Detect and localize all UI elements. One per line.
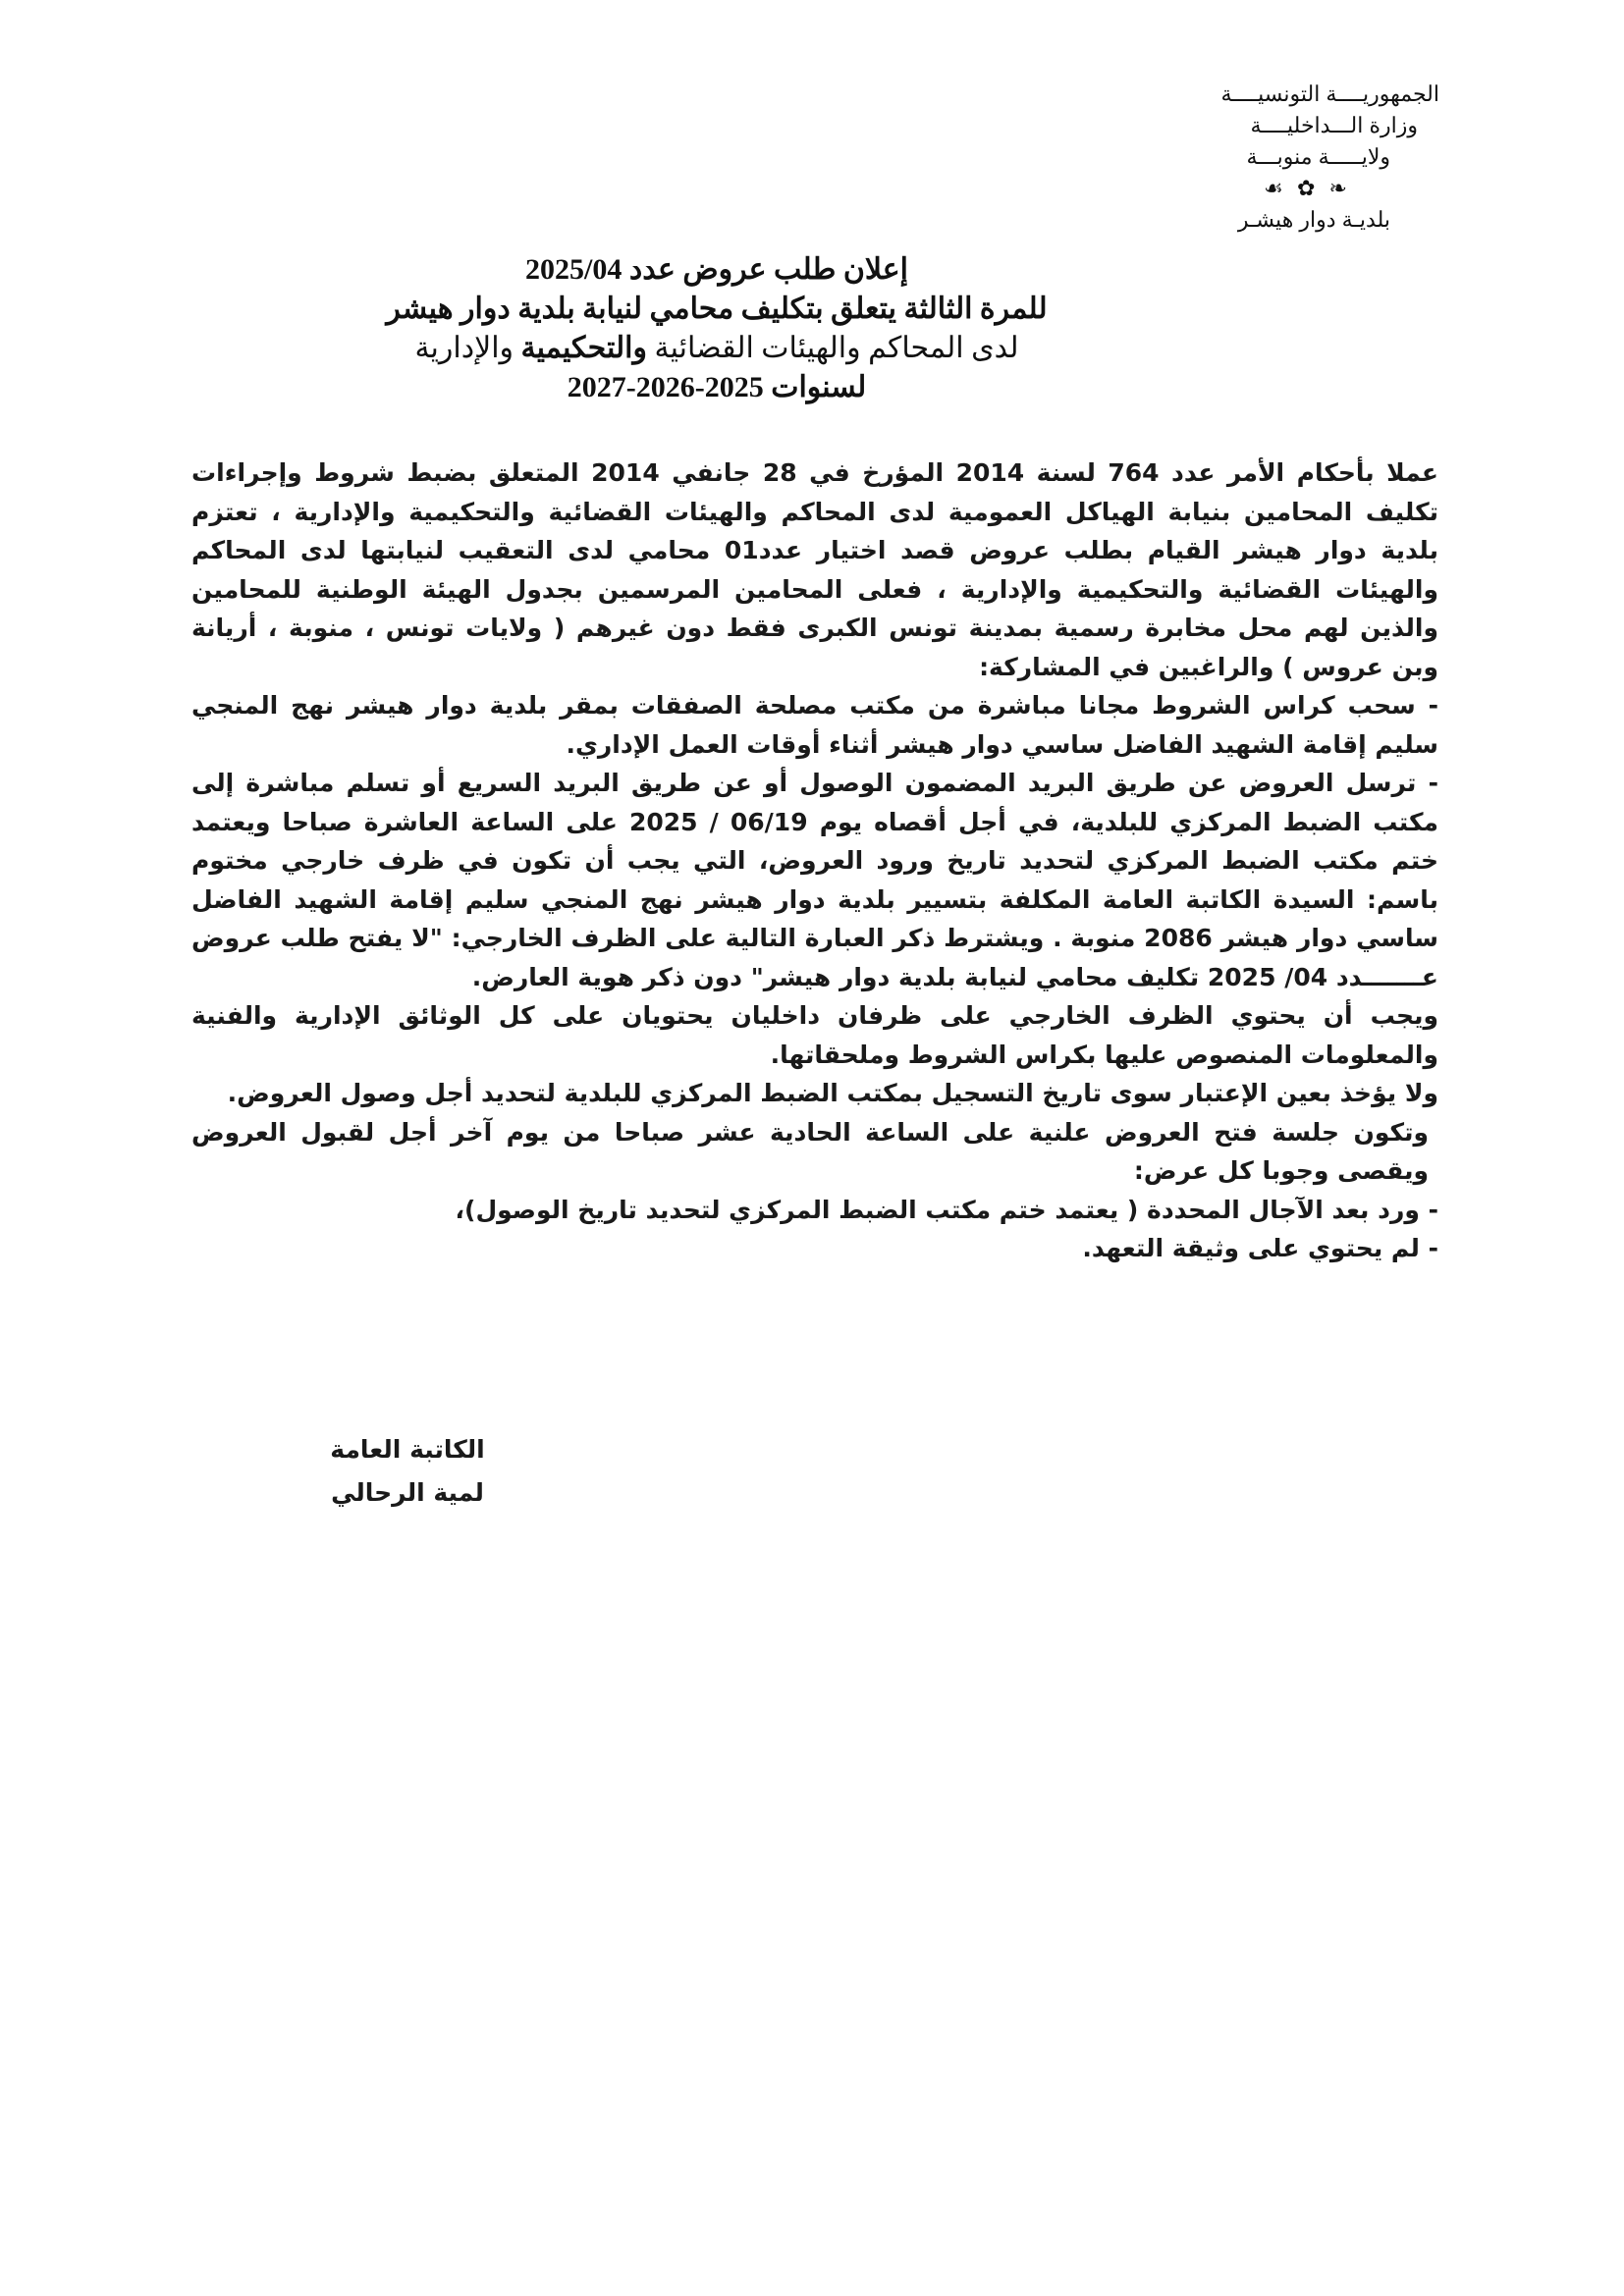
signature-block xyxy=(260,1428,555,1515)
title-line-1: إعلان طلب عروض عدد 2025/04 xyxy=(525,253,908,286)
title-line-4: لسنوات 2025-2026-2027 xyxy=(567,371,867,403)
title-line-2: للمرة الثالثة يتعلق بتكليف محامي لنيابة بلدية دوار هيشر xyxy=(386,293,1048,325)
ornament-icon: ❧ ✿ ☙ xyxy=(1264,176,1351,200)
body-paragraph-intro: عملا بأحكام الأمر عدد 764 لسنة 2014 المؤرخ في 28 جانفي 2014 المتعلق بضبط شروط وإجراءات تكليف المحامين بنيابة الهياكل العمومية لدى المحاكم والهيئات القضائية والتحكيمية والإدارية ، تعتزم بلدية دوار هيشر القيام بطلب عروض قصد اختيار عدد01 محامي لدى التعقيب لنيابتها لدى المحاكم والهيئات القضائية والتحكيمية والإدارية ، فعلى المحامين المرسمين بجدول الهيئة الوطنية للمحامين والذين لهم محل مخابرة رسمية بمدينة تونس الكبرى فقط دون غيرهم ( ولايات تونس ، منوبة ، أريانة وبن عروس ) والراغبين في المشاركة: xyxy=(191,458,1438,681)
title-line-3-start: لدى المحاكم والهيئات القضائية xyxy=(647,332,1019,364)
body-paragraph-exclusion-2: - لم يحتوي على وثيقة التعهد. xyxy=(1082,1234,1438,1262)
body-paragraph-envelope: ويجب أن يحتوي الظرف الخارجي على ظرفان داخليان يحتويان على كل الوثائق الإدارية والفنية والمعلومات المنصوص عليها بكراس الشروط وملحقاتها. xyxy=(191,1001,1438,1069)
body-paragraph-withdraw: - سحب كراس الشروط مجانا مباشرة من مكتب مصلحة الصفقات بمقر بلدية دوار هيشر نهج المنجي سليم إقامة الشهيد الفاضل ساسي دوار هيشر أثناء أوقات العمل الإداري. xyxy=(191,691,1438,759)
republic-name: الجمهوريــــة التونسيــــة xyxy=(1220,81,1439,106)
ministry-name: وزارة الـــداخليــــة xyxy=(1250,113,1418,137)
title-line-3-bold: والتحكيمية xyxy=(520,332,647,364)
announcement-body xyxy=(191,454,1438,1268)
signatory-role: الكاتبة العامة xyxy=(330,1435,485,1464)
body-paragraph-submission: - ترسل العروض عن طريق البريد المضمون الوصول أو عن طريق البريد السريع أو تسلم مباشرة إلى مكتب الضبط المركزي للبلدية، في أجل أقصاه يوم 06/19 / 2025 على الساعة العاشرة صباحا ويعتمد ختم مكتب الضبط المركزي لتحديد تاريخ ورود العروض، التي يجب أن تكون في ظرف خارجي مختوم باسم: السيدة الكاتبة العامة المكلفة بتسيير بلدية دوار هيشر نهج المنجي سليم إقامة الشهيد الفاضل ساسي دوار هيشر 2086 منوبة . ويشترط ذكر العبارة التالية على الظرف الخارجي: "لا يفتح طلب عروض عـــــــدد 04/ 2025 تكليف محامي لنيابة بلدية دوار هيشر" دون ذكر هوية العارض. xyxy=(191,769,1438,991)
governorate-name: ولايـــــة منوبـــة xyxy=(1246,144,1390,169)
announcement-title xyxy=(295,250,1139,407)
body-paragraph-opening: وتكون جلسة فتح العروض علنية على الساعة الحادية عشر صباحا من يوم آخر أجل لقبول العروض ويقصى وجوبا كل عرض: xyxy=(191,1117,1429,1185)
municipality-name: بلديـة دوار هيشـر xyxy=(1237,207,1390,232)
title-line-3-end: والإدارية xyxy=(414,332,521,364)
title-line-3 xyxy=(295,329,1139,368)
signatory-name: لمية الرحالي xyxy=(331,1478,484,1507)
body-paragraph-registration: ولا يؤخذ بعين الإعتبار سوى تاريخ التسجيل بمكتب الضبط المركزي للبلدية لتحديد أجل وصول العروض. xyxy=(227,1079,1438,1107)
letterhead xyxy=(1125,79,1439,236)
body-paragraph-exclusion-1: - ورد بعد الآجال المحددة ( يعتمد ختم مكتب الضبط المركزي لتحديد تاريخ الوصول)، xyxy=(455,1195,1438,1224)
